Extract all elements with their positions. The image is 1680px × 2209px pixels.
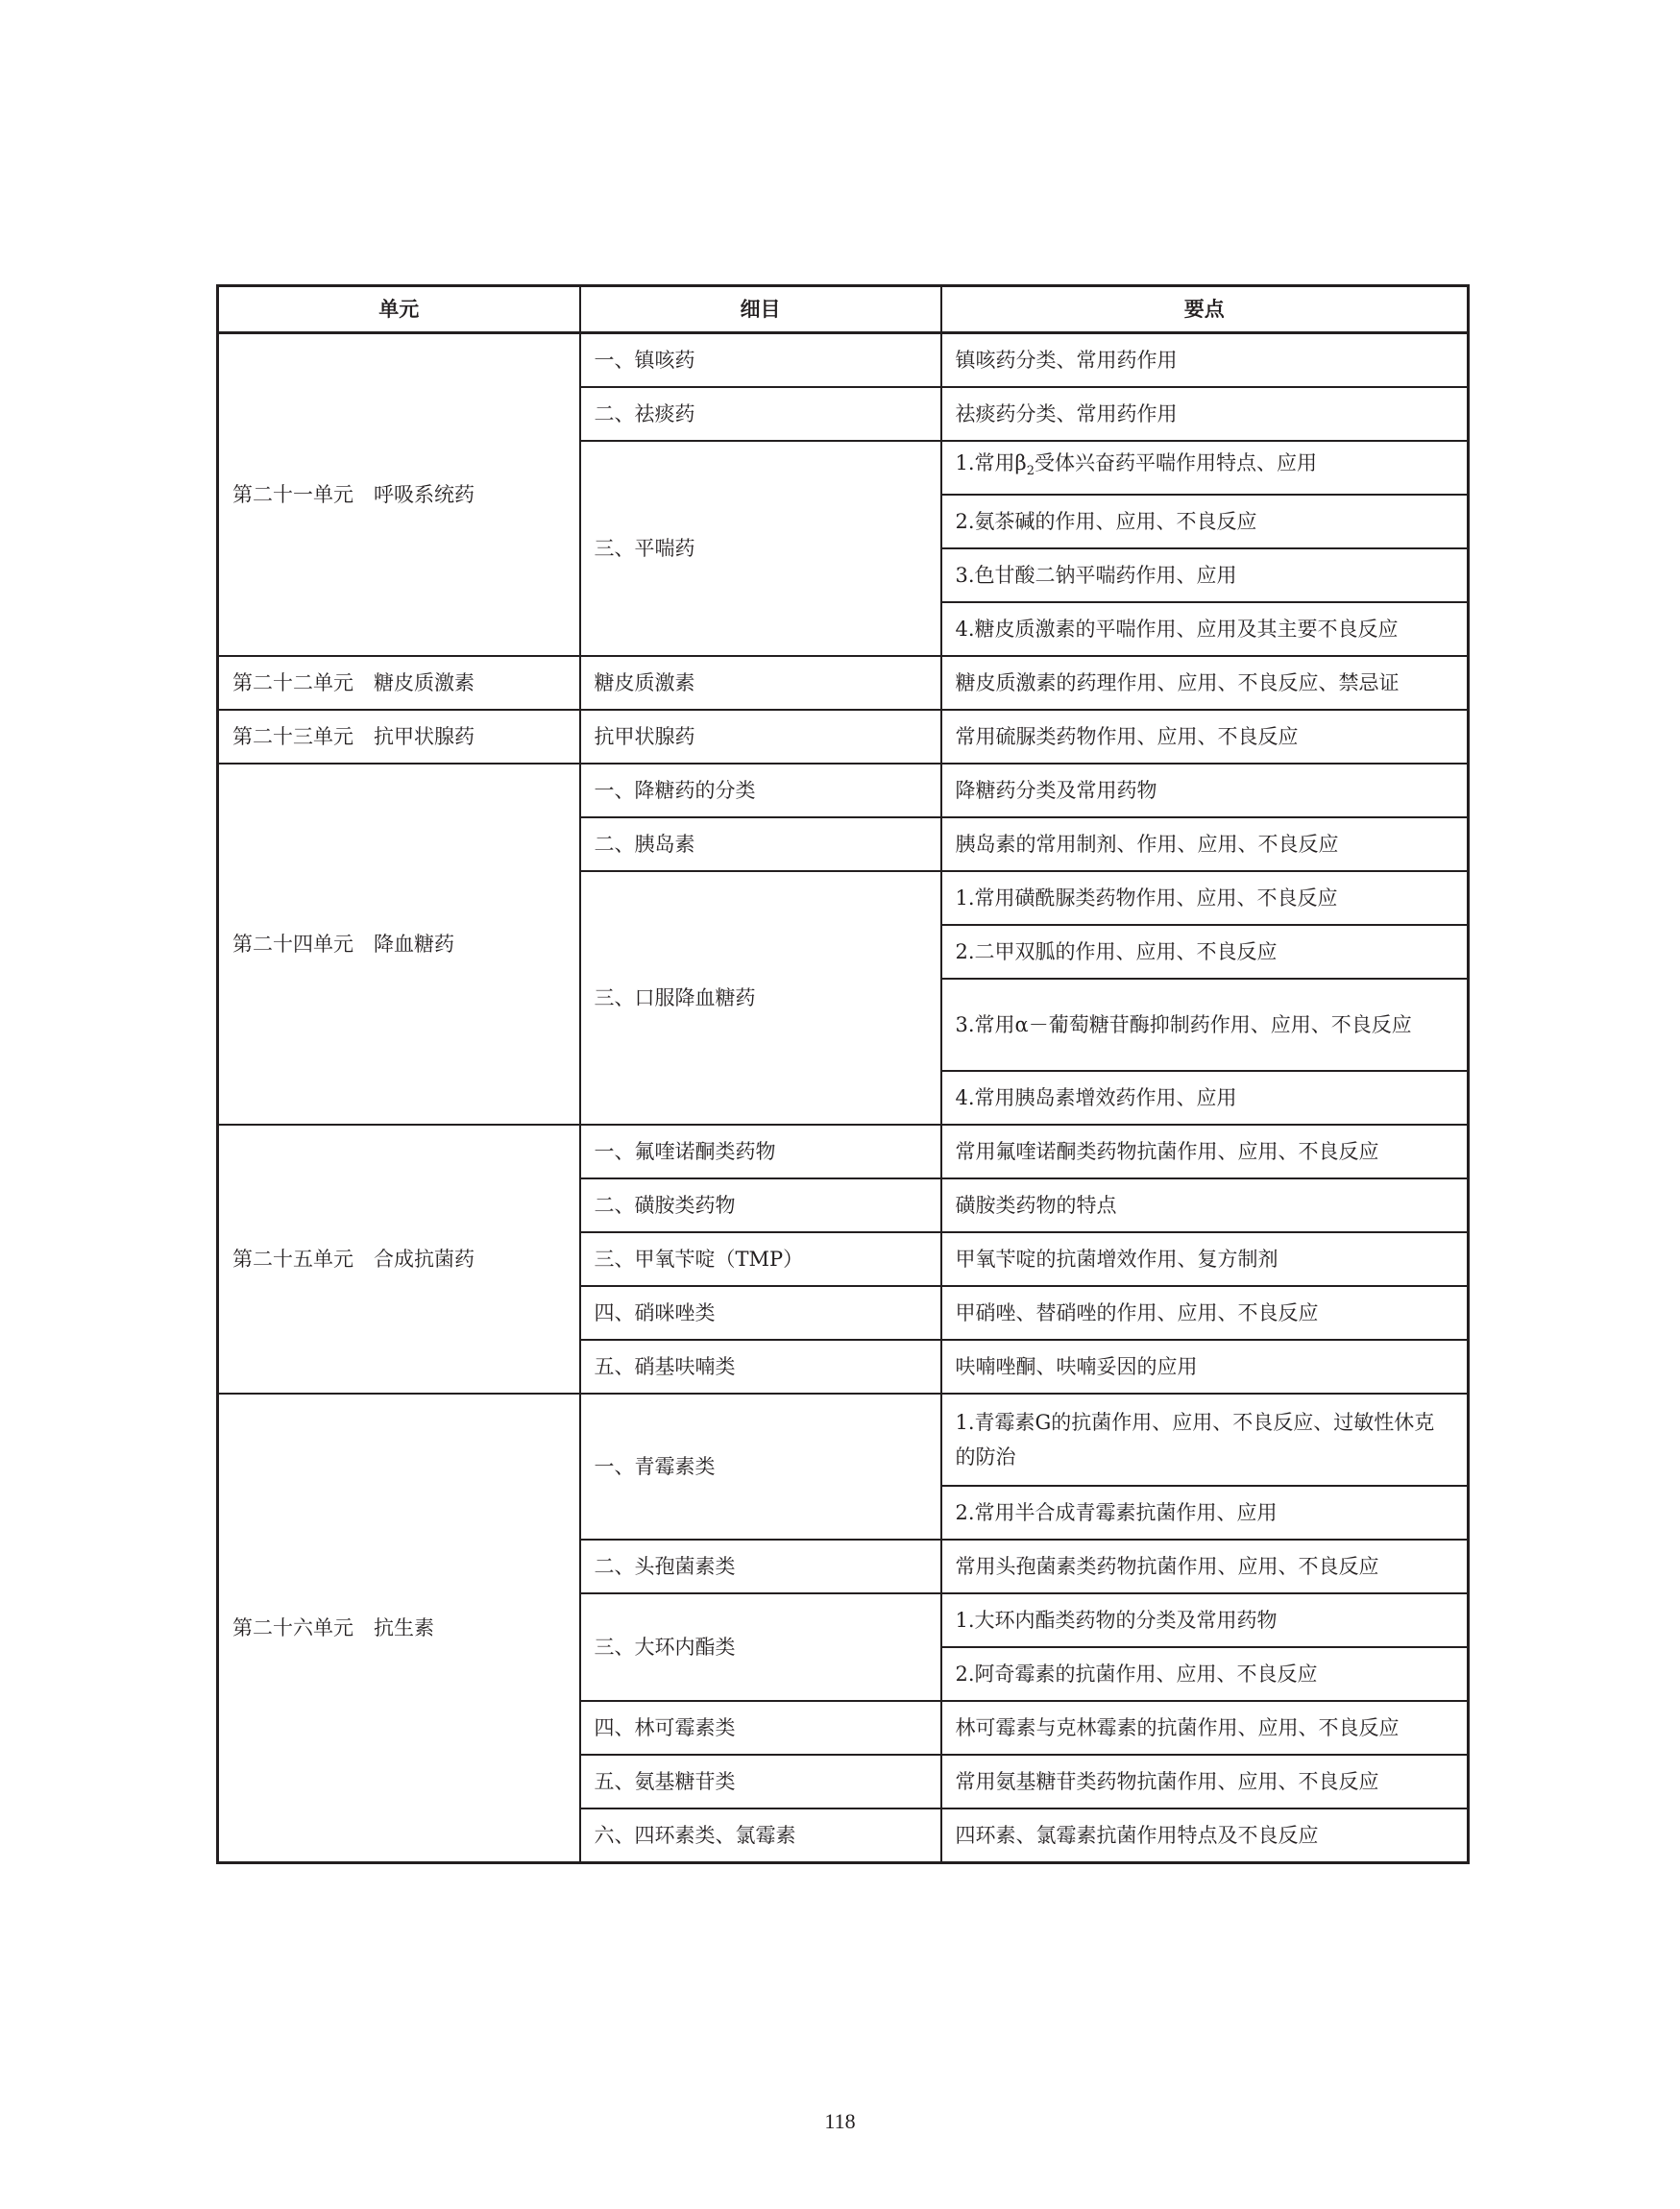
item-cell: 四、硝咪唑类 [580, 1286, 941, 1340]
item-cell: 二、磺胺类药物 [580, 1178, 941, 1232]
subscript: 2 [1026, 464, 1035, 479]
point-cell: 2.二甲双胍的作用、应用、不良反应 [941, 925, 1469, 979]
point-cell: 甲氧苄啶的抗菌增效作用、复方制剂 [941, 1232, 1469, 1286]
table-row [218, 1394, 1469, 1486]
unit-cell: 第二十六单元 抗生素 [218, 1394, 580, 1863]
item-cell: 一、氟喹诺酮类药物 [580, 1125, 941, 1178]
item-cell: 五、硝基呋喃类 [580, 1340, 941, 1394]
table-row [218, 656, 1469, 710]
page-number: 118 [824, 2109, 856, 2133]
point-cell: 4.常用胰岛素增效药作用、应用 [941, 1071, 1469, 1125]
point-cell: 甲硝唑、替硝唑的作用、应用、不良反应 [941, 1286, 1469, 1340]
point-cell: 常用硫脲类药物作用、应用、不良反应 [941, 710, 1469, 764]
point-cell: 1.大环内酯类药物的分类及常用药物 [941, 1593, 1469, 1647]
point-cell: 林可霉素与克林霉素的抗菌作用、应用、不良反应 [941, 1701, 1469, 1755]
item-cell: 糖皮质激素 [580, 656, 941, 710]
point-cell: 镇咳药分类、常用药作用 [941, 333, 1469, 388]
unit-cell: 第二十五单元 合成抗菌药 [218, 1125, 580, 1394]
item-cell: 二、祛痰药 [580, 387, 941, 441]
item-cell: 三、口服降血糖药 [580, 871, 941, 1125]
unit-cell: 第二十三单元 抗甲状腺药 [218, 710, 580, 764]
point-cell: 1.常用磺酰脲类药物作用、应用、不良反应 [941, 871, 1469, 925]
point-cell: 3.常用α－葡萄糖苷酶抑制药作用、应用、不良反应 [941, 979, 1469, 1071]
item-cell: 一、降糖药的分类 [580, 764, 941, 817]
point-cell: 降糖药分类及常用药物 [941, 764, 1469, 817]
point-cell: 3.色甘酸二钠平喘药作用、应用 [941, 548, 1469, 602]
item-cell: 抗甲状腺药 [580, 710, 941, 764]
header-unit: 单元 [218, 286, 580, 333]
header-point: 要点 [941, 286, 1469, 333]
point-text: 1.常用β [955, 451, 1027, 475]
point-cell: 2.阿奇霉素的抗菌作用、应用、不良反应 [941, 1647, 1469, 1701]
item-cell: 四、林可霉素类 [580, 1701, 941, 1755]
item-cell: 二、头孢菌素类 [580, 1540, 941, 1593]
item-cell: 五、氨基糖苷类 [580, 1755, 941, 1808]
point-cell: 呋喃唑酮、呋喃妥因的应用 [941, 1340, 1469, 1394]
item-cell: 三、大环内酯类 [580, 1593, 941, 1701]
item-cell: 二、胰岛素 [580, 817, 941, 871]
point-cell: 2.氨茶碱的作用、应用、不良反应 [941, 495, 1469, 548]
item-cell: 六、四环素类、氯霉素 [580, 1808, 941, 1863]
point-cell [941, 441, 1469, 495]
header-row [218, 286, 1469, 333]
point-cell: 胰岛素的常用制剂、作用、应用、不良反应 [941, 817, 1469, 871]
point-cell: 2.常用半合成青霉素抗菌作用、应用 [941, 1486, 1469, 1540]
unit-cell: 第二十二单元 糖皮质激素 [218, 656, 580, 710]
item-cell: 一、青霉素类 [580, 1394, 941, 1540]
point-cell: 磺胺类药物的特点 [941, 1178, 1469, 1232]
header-item: 细目 [580, 286, 941, 333]
table-row [218, 1125, 1469, 1178]
point-cell: 四环素、氯霉素抗菌作用特点及不良反应 [941, 1808, 1469, 1863]
point-cell: 祛痰药分类、常用药作用 [941, 387, 1469, 441]
point-cell: 常用氟喹诺酮类药物抗菌作用、应用、不良反应 [941, 1125, 1469, 1178]
item-cell: 一、镇咳药 [580, 333, 941, 388]
syllabus-table [216, 284, 1470, 1864]
point-text: 受体兴奋药平喘作用特点、应用 [1034, 451, 1317, 475]
point-cell: 4.糖皮质激素的平喘作用、应用及其主要不良反应 [941, 602, 1469, 656]
unit-cell: 第二十四单元 降血糖药 [218, 764, 580, 1125]
table-row [218, 764, 1469, 817]
point-cell: 1.青霉素G的抗菌作用、应用、不良反应、过敏性休克的防治 [941, 1394, 1469, 1486]
point-cell: 糖皮质激素的药理作用、应用、不良反应、禁忌证 [941, 656, 1469, 710]
item-cell: 三、平喘药 [580, 441, 941, 656]
point-cell: 常用头孢菌素类药物抗菌作用、应用、不良反应 [941, 1540, 1469, 1593]
point-cell: 常用氨基糖苷类药物抗菌作用、应用、不良反应 [941, 1755, 1469, 1808]
table-row [218, 333, 1469, 388]
unit-cell: 第二十一单元 呼吸系统药 [218, 333, 580, 657]
item-cell: 三、甲氧苄啶（TMP） [580, 1232, 941, 1286]
table-row [218, 710, 1469, 764]
